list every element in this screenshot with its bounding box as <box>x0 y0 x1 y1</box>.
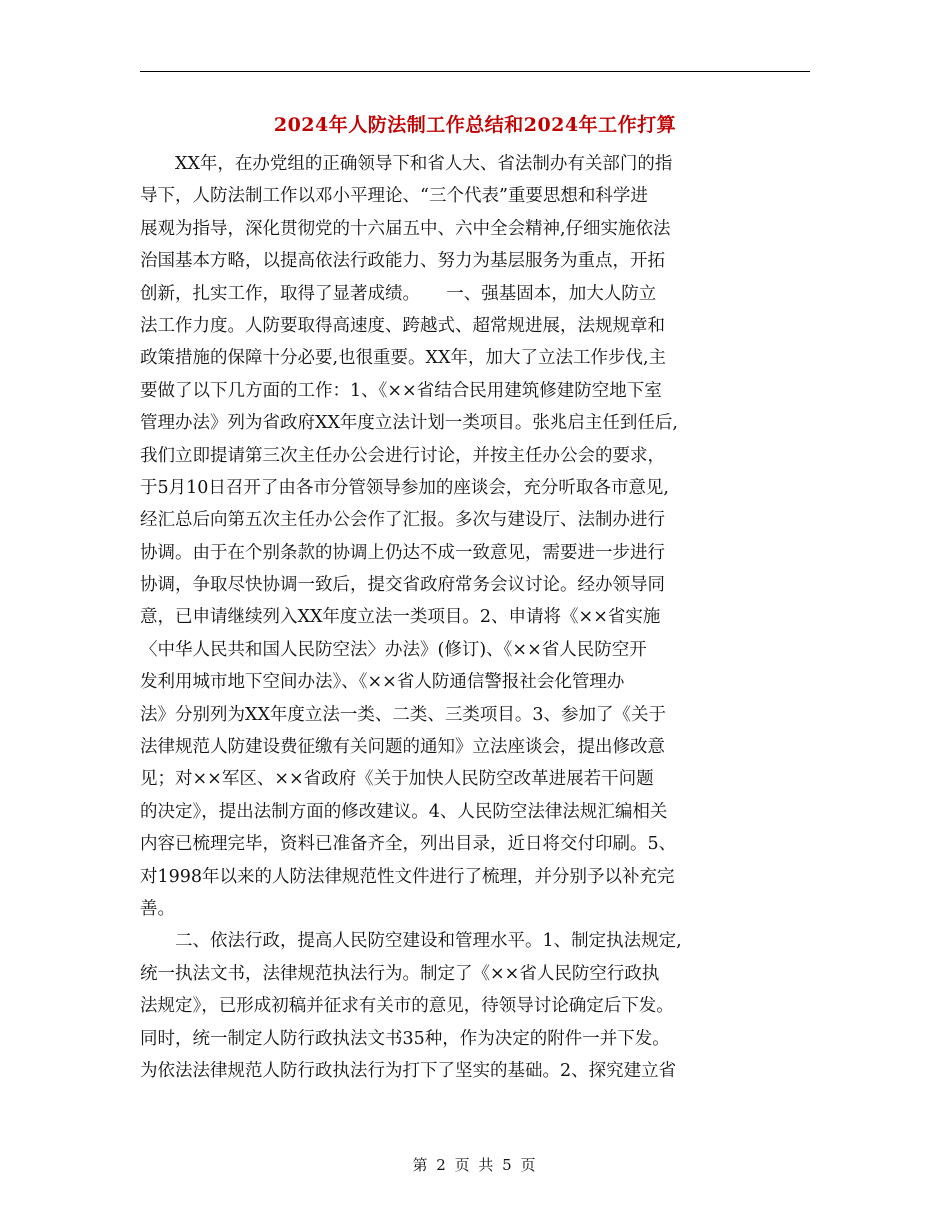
body-line: 经汇总后向第五次主任办公会作了汇报。多次与建设厅、法制办进行 <box>140 510 665 531</box>
body-line: 内容已梳理完毕，资料已准备齐全，列出目录，近日将交付印刷。5、 <box>140 834 677 855</box>
body-line: 意，已申请继续列入XX年度立法一类项目。2、申请将《××省实施 <box>140 607 661 628</box>
body-line: 我们立即提请第三次主任办公会进行讨论，并按主任办公会的要求， <box>140 445 665 466</box>
body-line: 协调，争取尽快协调一致后，提交省政府常务会议讨论。经办领导同 <box>140 575 665 596</box>
document-body <box>140 148 812 1087</box>
body-line: XX年，在办党组的正确领导下和省人大、省法制办有关部门的指 <box>140 154 673 174</box>
body-line: 统一执法文书，法律规范执法行为。制定了《××省人民防空行政执 <box>140 963 660 984</box>
body-line: 发利用城市地下空间办法》、《××省人防通信警报社会化管理办 <box>140 672 625 693</box>
body-line: 协调。由于在个别条款的协调上仍达不成一致意见，需要进一步进行 <box>140 542 665 563</box>
body-line: 创新，扎实工作，取得了显著成绩。 一、强基固本，加大人防立 <box>140 283 657 304</box>
body-line: 见；对××军区、××省政府《关于加快人民防空改革进展若干问题 <box>140 769 654 790</box>
body-line: 政策措施的保障十分必要,也很重要。XX年，加大了立法工作步伐,主 <box>140 348 667 369</box>
body-line: 法》分别列为XX年度立法一类、二类、三类项目。3、参加了《关于 <box>140 704 667 725</box>
document-title: 2024年人防法制工作总结和2024年工作打算 <box>273 114 677 136</box>
body-line: 治国基本方略，以提高依法行政能力、努力为基层服务为重点，开拓 <box>140 251 665 272</box>
header-rule <box>140 71 810 72</box>
body-line: 法工作力度。人防要取得高速度、跨越式、超常规进展，法规规章和 <box>140 315 665 336</box>
body-line: 展观为指导，深化贯彻党的十六届五中、六中全会精神,仔细实施依法 <box>140 218 671 239</box>
body-line: 〈中华人民共和国人民防空法〉办法》(修订)、《××省人民防空开 <box>140 639 647 660</box>
body-line: 对1998年以来的人防法律规范性文件进行了梳理，并分别予以补充完 <box>140 866 675 887</box>
body-line: 的决定》，提出法制方面的修改建议。4、人民防空法律法规汇编相关 <box>140 801 668 822</box>
body-line: 同时，统一制定人防行政执法文书35种，作为决定的附件一并下发。 <box>140 1028 670 1049</box>
page-number-footer: 第 2 页 共 5 页 <box>412 1156 538 1174</box>
body-line: 于5月10日召开了由各市分管领导参加的座谈会，充分听取各市意见, <box>140 477 669 498</box>
body-line: 二、依法行政，提高人民防空建设和管理水平。1、制定执法规定, <box>140 931 682 952</box>
body-line: 法律规范人防建设费征缴有关问题的通知》立法座谈会，提出修改意 <box>140 737 665 758</box>
body-line: 法规定》，已形成初稿并征求有关市的意见，待领导讨论确定后下发。 <box>140 996 674 1017</box>
body-line: 导下，人防法制工作以邓小平理论、“三个代表”重要思想和科学进 <box>140 186 648 207</box>
body-line: 管理办法》列为省政府XX年度立法计划一类项目。张兆启主任到任后, <box>140 413 678 434</box>
body-line: 为依法法律规范人防行政执法行为打下了坚实的基础。2、探究建立省 <box>140 1060 677 1081</box>
body-line: 要做了以下几方面的工作：1、《××省结合民用建筑修建防空地下室 <box>140 380 662 401</box>
body-line: 善。 <box>140 898 175 919</box>
